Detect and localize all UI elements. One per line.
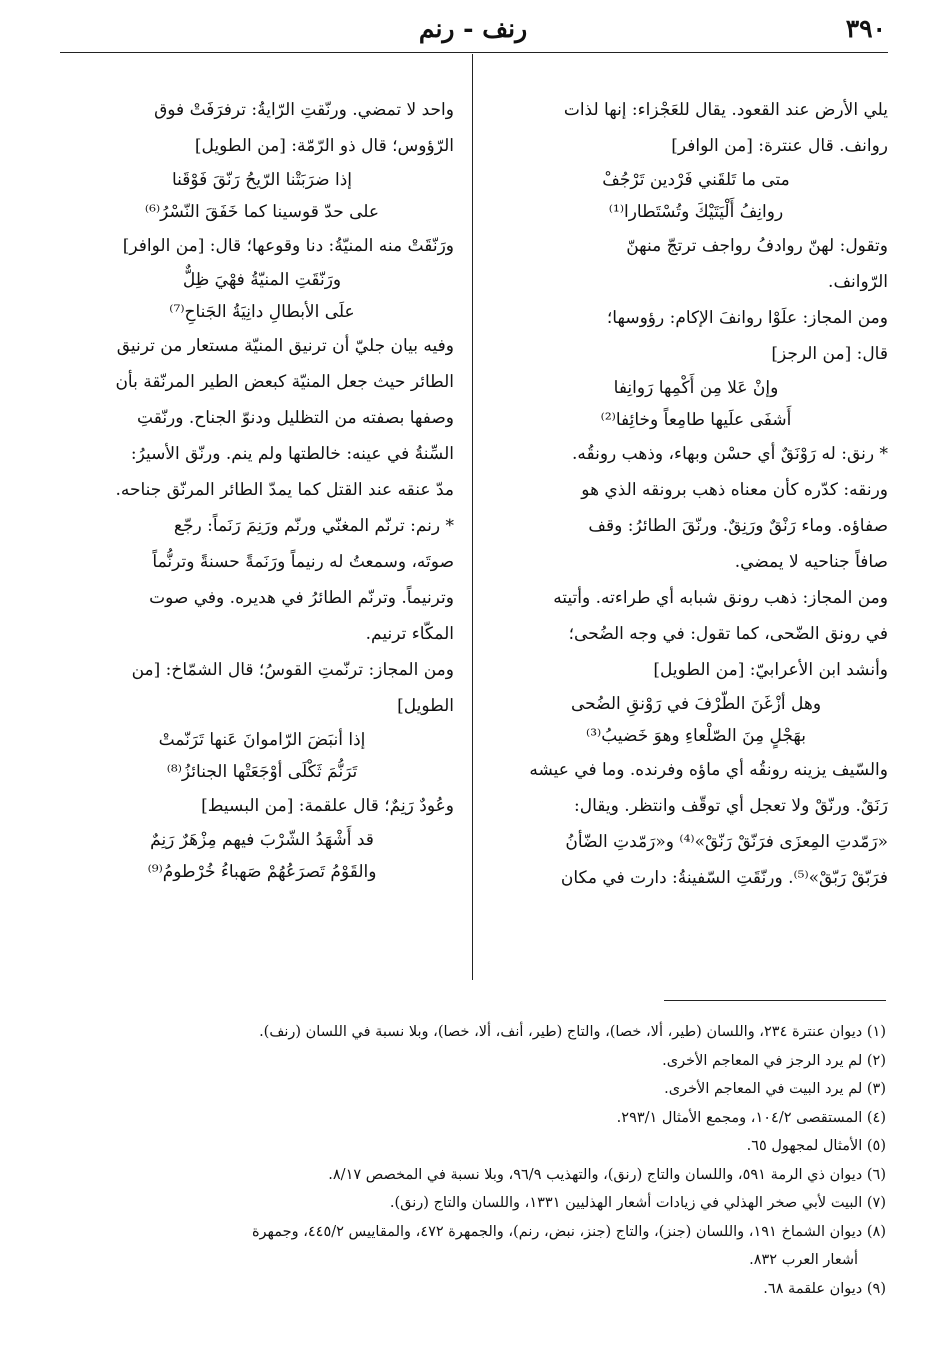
text-line: مدّ عنقه عند القتل كما يمدّ الطائر المرنّق جناحه. [115, 480, 454, 500]
footnote: (٢) لم يرد الرجز في المعاجم الأخرى. [662, 1052, 886, 1069]
page-header [60, 14, 886, 46]
text-line: الرّوانف. [828, 272, 888, 292]
text-line: روانف. قال عنترة: [من الوافر] [671, 136, 888, 156]
footnote: أشعار العرب ٨٣٢. [749, 1252, 858, 1268]
text-line: والسّيف يزينه رونقُه أي ماؤه وفرنده. وما في عيشه [529, 760, 888, 780]
footnote-rule [664, 1000, 886, 1001]
footnote: (٥) الأمثال لمجهول ٦٥. [746, 1138, 886, 1154]
text-line: الطويل] [397, 696, 454, 716]
text-line: ورنقه: كدّره كأن معناه ذهب برونقه الذي هو [581, 480, 888, 500]
text-line: وفيه بيان جليّ أن ترنيق المنيّة مستعار من ترنيق [116, 336, 454, 356]
verse-line: ورَنّقَتِ المنيّةُ فهْيَ ظِلٌّ [182, 270, 342, 290]
running-head: رنف - رنم [418, 14, 528, 43]
text-line: ومن المجاز: علَوْا روانفَ الإكام: رؤوسها؛ [606, 308, 888, 328]
text-line: * رنم: ترنّم المغنّي ورنّم ورَنِمَ رَنَماً: رجّع [173, 516, 454, 536]
footnote: (٨) ديوان الشماخ ١٩١، واللسان (جنز)، والتاج (جنز، نبض، رنم)، والجمهرة ٤٧٢، والمقاييس ٤٤٥/٢، وجمهرة [251, 1223, 886, 1240]
verse-line: والقَوْمُ تَصرَعُهُمْ صَهباءُ خُرْطومُ⁽⁹⁾ [147, 862, 377, 882]
verse-line: وإنْ عَلا مِن أَكْمِها رَوانِفا [613, 378, 779, 398]
left-column [70, 92, 454, 888]
footnote: (٩) ديوان علقمة ٦٨. [763, 1280, 886, 1297]
text-line: صافاً جناحيه لا يمضي. [734, 552, 888, 572]
verse-line: على حدّ قوسينا كما خَفَقَ النّسْرُ⁽⁶⁾ [144, 202, 380, 222]
text-line: * رنق: له رَوْنَقٌ أي حسْن وبهاء، وذهب رونقُه. [572, 444, 888, 464]
verse-line: بهَجْلٍ مِنَ الصّلْعاءِ وهوَ خَضيبُ⁽³⁾ [586, 726, 806, 746]
verse-line: متى ما تَلقَني فَرْدين تَرْجُفْ [602, 170, 790, 190]
footnote: (٧) البيت لأبي صخر الهذلي في زيادات أشعار الهذليين ١٣٣١، واللسان والتاج (رنق). [389, 1195, 886, 1211]
text-line: وأنشد ابن الأعرابيّ: [من الطويل] [653, 660, 888, 680]
verse-line: قد أَشْهَدُ الشّرْبَ فيهم مِزْهَرٌ رَنِمٌ [150, 830, 374, 850]
verse-line: إذا أنبَضَ الرّاموانَ عَنها تَرَنّمتْ [158, 730, 366, 750]
footnote: (٦) ديوان ذي الرمة ٥٩١، واللسان والتاج (رنق)، والتهذيب ٩٦/٩، وبلا نسبة في المخصص ٨/١٧. [328, 1166, 886, 1183]
text-line: ورَنّقَتْ منه المنيّةُ: دنا وقوعها؛ قال: [من الوافر] [122, 236, 454, 256]
text-line: رَنَقٌ. ورنّقْ ولا تعجل أي توقّف وانتظر. ويقال: [574, 796, 888, 816]
verse-line: إذا ضرَبَتْنا الرّيحُ رَنّقَ فَوْقَنا [171, 170, 353, 190]
verse-line: وهل أزْغَنَ الطّرْفَ في رَوْنقِ الضُحى [570, 694, 822, 714]
verse-line: علَى الأبطالِ دانِيَةُ الجَناحِ⁽⁷⁾ [169, 302, 355, 322]
header-rule [60, 52, 888, 53]
page-number: ٣٩٠ [845, 14, 886, 43]
text-line: ومن المجاز: ترنّمتِ القوسُ؛ قال الشمّاخ: [من [131, 660, 454, 680]
verse-line: تَرَنُّمَ ثَكْلَى أوْجَعَتْها الجنائزُ⁽⁸⁾ [166, 762, 358, 782]
text-line: الرّؤوس؛ قال ذو الرّمّة: [من الطويل] [194, 136, 454, 156]
column-divider [472, 54, 473, 980]
verse-line: أَشفَى علَيها طامِعاً وخائِفا⁽²⁾ [600, 410, 792, 430]
footnote: (٣) لم يرد البيت في المعاجم الأخرى. [664, 1081, 886, 1097]
footnotes [60, 1018, 886, 1303]
text-line: «رَمّدتِ المِعزَى فرَنّقْ رَنّقْ»⁽⁴⁾ و«رَمّدتِ الضّأنُ [565, 832, 888, 852]
verse-line: روانِفُ أَلْيَتَيْكَ وتُسْتَطارا⁽¹⁾ [608, 202, 784, 222]
footnote: (١) ديوان عنترة ٢٣٤، واللسان (طير، ألا، خصا)، والتاج (طير، أنف، ألا، خصا)، وبلا نسبة في اللسان (رنف). [259, 1024, 886, 1040]
text-line: السِّنةُ في عينه: خالطتها ولم ينم. ورنّق الأسيرُ: [130, 444, 454, 464]
text-line: ومن المجاز: ذهب رونق شبابه أي طراءته. وأتيته [553, 588, 888, 608]
text-line: المكّاء ترنيم. [365, 624, 454, 644]
text-line: صفاؤه. وماء رَنْقٌ ورَنِقٌ. ورنّقَ الطائرُ: وقف [588, 516, 888, 536]
text-line: وترنيماً. وترنّم الطائرُ في هديره. وفي صوت [149, 588, 454, 608]
text-line: فرَبّقْ رَبّقْ»⁽⁵⁾. ورنّقَتِ السّفينةُ: دارت في مكان [560, 868, 888, 888]
text-line: وتقول: لهنّ روادفُ رواجف ترتجّ منهنّ [626, 236, 888, 256]
text-line: صوتَه، وسمعتُ له رنيماً ورَنَمةً حسنةً وترنُّماً [152, 552, 454, 572]
text-line: قال: [من الرجز] [771, 344, 888, 364]
footnote: (٤) المستقصى ١٠٤/٢، ومجمع الأمثال ٢٩٣/١. [616, 1109, 886, 1126]
text-line: وعُودٌ رَنِمٌ؛ قال علقمة: [من البسيط] [201, 796, 454, 816]
text-line: وصفها بصفته من التظليل ودنوّ الجناح. ورنّقتِ [137, 408, 454, 428]
right-column [504, 92, 888, 896]
text-line: الطائر حيث جعل المنيّة كبعض الطير المرنّقة بأن [115, 372, 454, 392]
text-line: يلي الأرض عند القعود. يقال للعَجْزاء: إنها لذات [563, 100, 888, 120]
text-line: في رونق الضّحى، كما تقول: في وجه الضُحى؛ [568, 624, 888, 644]
text-line: واحد لا تمضي. ورنّقتِ الرّايةُ: ترفرَفَتْ فوق [154, 100, 454, 120]
